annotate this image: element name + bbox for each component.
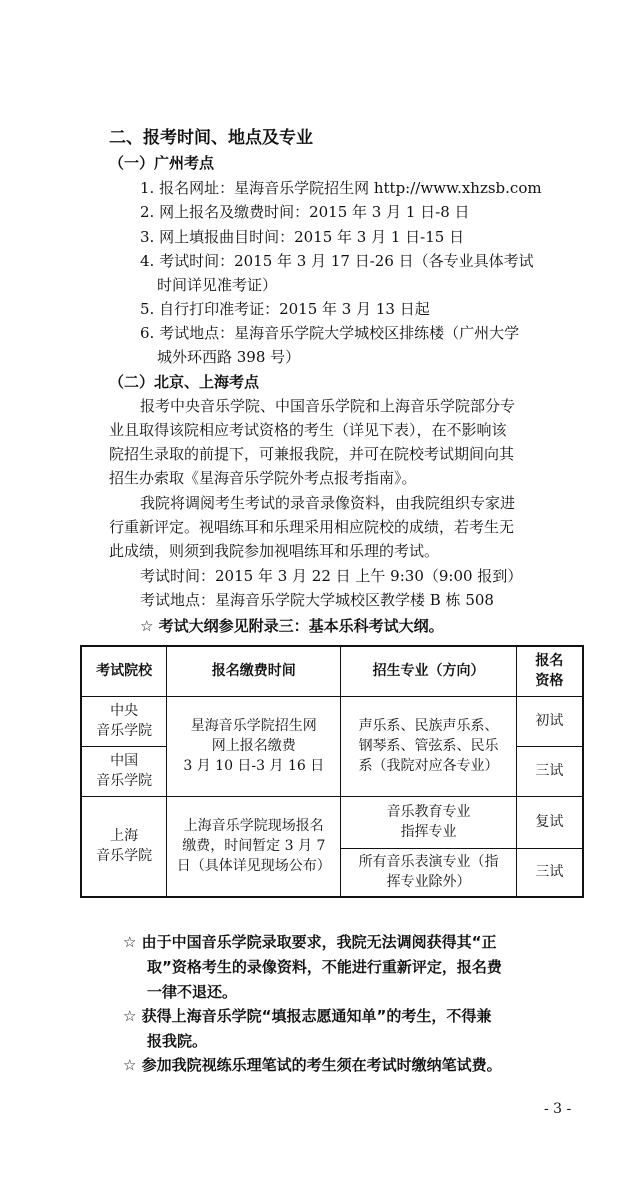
gz-item-4-cont: 时间详见准考证） <box>157 276 278 294</box>
para1-line-3: 院招生录取的前提下，可兼报我院，并可在院校考试期间向其 <box>109 445 515 463</box>
major-cell: 声乐系、民族声乐系、 钢琴系、管弦系、民乐 系（我院对应各专业） <box>341 696 516 796</box>
exam-place: 考试地点：星海音乐学院大学城校区教学楼 B 栋 508 <box>140 591 494 609</box>
exam-time: 考试时间：2015 年 3 月 22 日 上午 9:30（9:00 报到） <box>140 567 523 585</box>
gz-item-3: 3. 网上填报曲目时间：2015 年 3 月 1 日-15 日 <box>140 228 465 246</box>
qualification-cell: 三试 <box>516 848 583 897</box>
subsection-heading-beijing-shanghai: （二）北京、上海考点 <box>109 373 260 391</box>
para2-line-3: 此成绩，则须到我院参加视唱练耳和乐理的考试。 <box>109 542 440 560</box>
note-2-line-1: ☆ 获得上海音乐学院“填报志愿通知单”的考生，不得兼 <box>123 1007 492 1025</box>
note-1-line-1: ☆ 由于中国音乐学院录取要求，我院无法调阅获得其“正 <box>123 933 497 951</box>
gz-item-2: 2. 网上报名及缴费时间：2015 年 3 月 1 日-8 日 <box>140 203 470 221</box>
major-cell: 音乐教育专业 指挥专业 <box>341 796 516 848</box>
outline-note: ☆ 考试大纲参见附录三：基本乐科考试大纲。 <box>140 617 444 635</box>
major-cell: 所有音乐表演专业（指 挥专业除外） <box>341 848 516 897</box>
note-1-line-2: 取”资格考生的录像资料，不能进行重新评定，报名费 <box>147 958 502 976</box>
gz-item-6-cont: 城外环西路 398 号） <box>157 348 301 366</box>
note-1-line-3: 一律不退还。 <box>147 983 238 1001</box>
header-qualification: 报名 资格 <box>516 646 583 696</box>
note-2-line-2: 报我院。 <box>147 1032 208 1050</box>
para1-line-4: 招生办索取《星海音乐学院外考点报考指南》。 <box>109 469 417 487</box>
qualification-cell: 三试 <box>516 746 583 796</box>
table-header-row <box>81 646 583 696</box>
school-cell: 上海 音乐学院 <box>81 796 167 897</box>
para2-line-1: 我院将调阅考生考试的录音录像资料，由我院组织专家进 <box>140 494 516 512</box>
subsection-heading-guangzhou: （一）广州考点 <box>109 154 215 172</box>
school-cell: 中央 音乐学院 <box>81 696 167 746</box>
note-3-line-1: ☆ 参加我院视练乐理笔试的考生须在考试时缴纳笔试费。 <box>123 1056 502 1074</box>
qualification-cell: 初试 <box>516 696 583 746</box>
gz-item-6: 6. 考试地点：星海音乐学院大学城校区排练楼（广州大学 <box>140 324 520 342</box>
gz-item-4: 4. 考试时间：2015 年 3 月 17 日-26 日（各专业具体考试 <box>140 252 534 270</box>
header-time: 报名缴费时间 <box>167 646 341 696</box>
gz-item-1: 1. 报名网址：星海音乐学院招生网 http://www.xhzsb.com <box>140 179 542 197</box>
time-cell: 星海音乐学院招生网 网上报名缴费 3 月 10 日-3 月 16 日 <box>167 696 341 796</box>
header-school: 考试院校 <box>81 646 167 696</box>
table-row <box>81 696 583 746</box>
section-heading: 二、报考时间、地点及专业 <box>109 128 313 148</box>
header-major: 招生专业（方向） <box>341 646 516 696</box>
gz-item-5: 5. 自行打印准考证：2015 年 3 月 13 日起 <box>140 300 430 318</box>
time-cell: 上海音乐学院现场报名 缴费，时间暂定 3 月 7 日（具体详见现场公布） <box>167 796 341 897</box>
para1-line-1: 报考中央音乐学院、中国音乐学院和上海音乐学院部分专 <box>140 397 516 415</box>
school-cell: 中国 音乐学院 <box>81 746 167 796</box>
para1-line-2: 业且取得该院相应考试资格的考生（详见下表），在不影响该 <box>109 421 507 439</box>
para2-line-2: 行重新评定。视唱练耳和乐理采用相应院校的成绩，若考生无 <box>109 518 515 536</box>
exam-schedule-table <box>80 645 584 898</box>
qualification-cell: 复试 <box>516 796 583 848</box>
page-number: - 3 - <box>544 1101 572 1117</box>
table-row <box>81 796 583 848</box>
